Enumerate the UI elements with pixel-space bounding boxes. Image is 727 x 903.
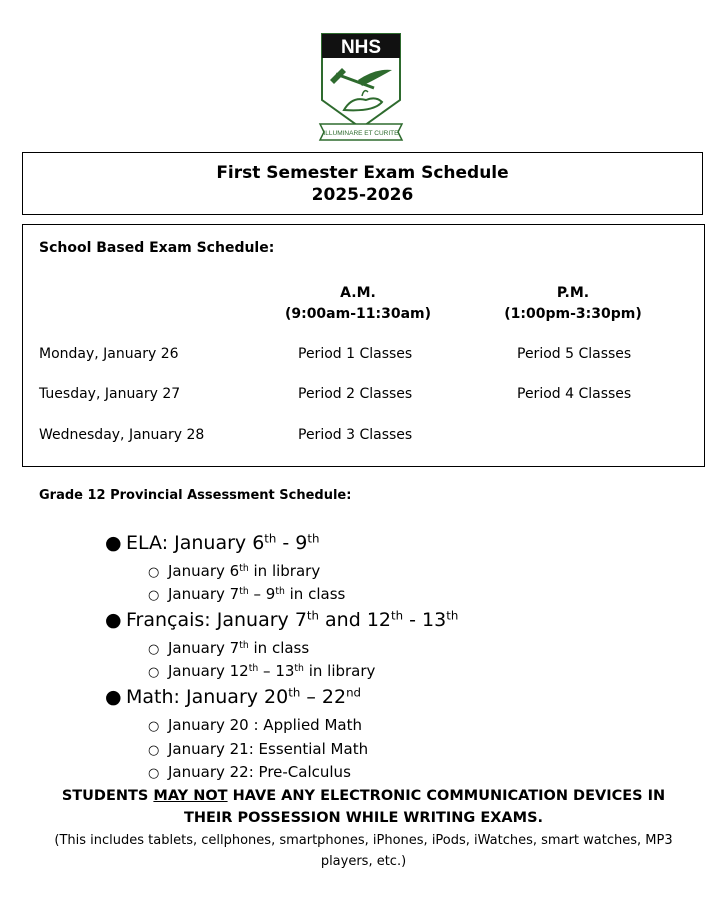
warning-line-1 [0,785,727,807]
title-line-1: First Semester Exam Schedule [216,163,509,183]
list-item-text: Français: January 7th and 12th - 13th [126,608,459,631]
circle-bullet-icon: ○ [148,743,160,758]
title-line-2: 2025-2026 [311,185,414,205]
title-box [22,152,703,215]
sub-list-item-text: January 22: Pre-Calculus [168,763,351,781]
list-item-ela [105,532,319,554]
schedule-row-am: Period 3 Classes [298,427,413,443]
sub-list-item [148,740,368,758]
bullet-icon: ● [105,686,122,708]
list-item-text: Math: January 20th – 22nd [126,685,361,708]
provincial-heading: Grade 12 Provincial Assessment Schedule: [39,488,352,503]
list-item-text: ELA: January 6th - 9th [126,531,320,554]
pm-time: (1:00pm-3:30pm) [504,306,642,322]
bullet-icon: ● [105,609,122,631]
schedule-row-day: Wednesday, January 28 [39,427,205,443]
circle-bullet-icon: ○ [148,642,160,657]
sub-list-item [148,716,362,734]
bullet-icon: ● [105,532,122,554]
warning-line-2: THEIR POSSESSION WHILE WRITING EXAMS. [183,810,544,826]
logo-text: NHS [340,37,382,58]
am-label: A.M. [340,285,376,301]
sub-list-item-text: January 7th in class [168,639,310,657]
warning-underlined: MAY NOT [153,788,228,804]
pm-column-header [493,283,653,325]
school-schedule-box [22,224,705,467]
sub-list-item-text: January 12th – 13th in library [168,662,376,680]
circle-bullet-icon: ○ [148,665,160,680]
device-warning [0,785,727,829]
sub-list-item [148,662,375,680]
school-schedule-heading: School Based Exam Schedule: [39,240,275,256]
circle-bullet-icon: ○ [148,766,160,781]
schedule-row-day: Monday, January 26 [39,346,179,362]
device-note: (This includes tablets, cellphones, smartphones, iPhones, iPods, iWatches, smart watches, MP3 players, etc.) [54,833,673,869]
sub-list-item-text: January 21: Essential Math [168,740,369,758]
circle-bullet-icon: ○ [148,588,160,603]
warning-post: HAVE ANY ELECTRONIC COMMUNICATION DEVICES IN [227,788,666,804]
sub-list-item [148,639,309,657]
circle-bullet-icon: ○ [148,565,160,580]
am-time: (9:00am-11:30am) [284,306,432,322]
list-item-math [105,686,361,708]
sub-list-item-text: January 20 : Applied Math [168,716,362,734]
logo-banner-text: ILLUMINARE ET CURITE [323,130,399,137]
warning-pre: STUDENTS [61,788,154,804]
schedule-row-pm: Period 5 Classes [517,346,632,362]
sub-list-item-text: January 6th in library [168,562,321,580]
list-item-francais [105,609,458,631]
sub-list-item [148,585,345,603]
school-crest-logo [318,30,404,142]
sub-list-item [148,562,320,580]
sub-list-item [148,763,351,781]
schedule-row-am: Period 2 Classes [298,386,413,402]
schedule-row-pm: Period 4 Classes [517,386,632,402]
schedule-row-am: Period 1 Classes [298,346,413,362]
circle-bullet-icon: ○ [148,719,160,734]
sub-list-item-text: January 7th – 9th in class [168,585,346,603]
am-column-header [278,283,438,325]
schedule-row-day: Tuesday, January 27 [39,386,181,402]
pm-label: P.M. [556,285,590,301]
